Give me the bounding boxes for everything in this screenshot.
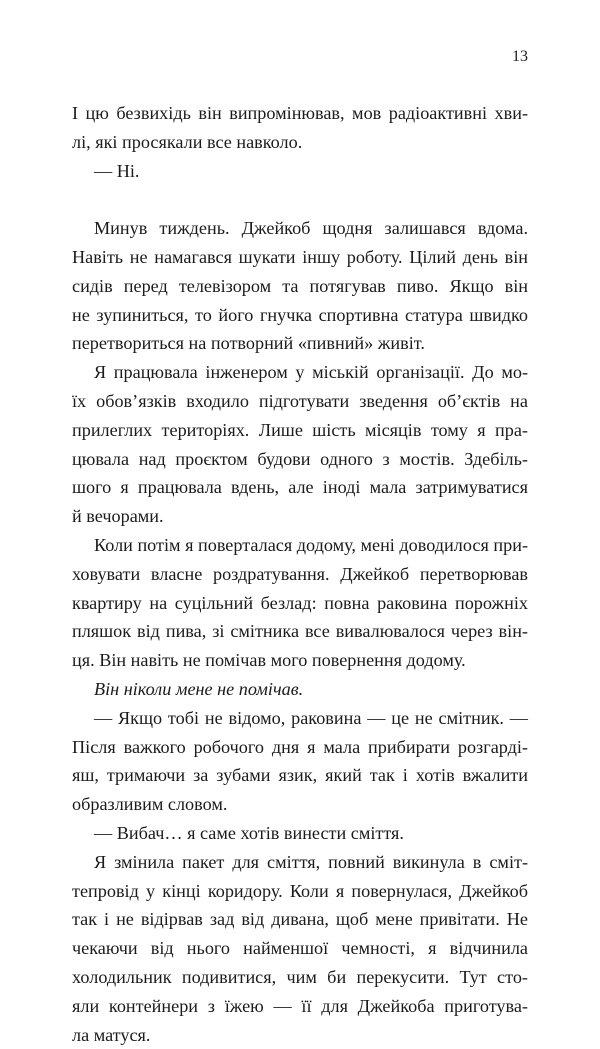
text-line: — Ні. xyxy=(72,157,528,186)
text-line: ла матуся. xyxy=(72,1021,528,1049)
text-line: ховувати власне роздратування. Джейкоб перетворював xyxy=(72,560,528,589)
text-line: сидів перед телевізором та потягував пиво. Якщо він xyxy=(72,272,528,301)
text-line: й вечорами. xyxy=(72,502,528,531)
text-line: прилеглих територіях. Лише шість місяців тому я пра- xyxy=(72,416,528,445)
text-line: чекаючи від нього найменшої чемності, я відчинила xyxy=(72,934,528,963)
text-line: ця. Він навіть не помічав мого повернення додому. xyxy=(72,646,528,675)
page-number: 13 xyxy=(512,47,528,67)
text-line: Коли потім я поверталася додому, мені доводилося при- xyxy=(72,531,528,560)
text-line: холодильник подивитися, чим би перекусити. Тут сто- xyxy=(72,963,528,992)
text-line: їх обов’язків входило підготувати зведення об’єктів на xyxy=(72,387,528,416)
text-line: цювала над проєктом будови одного з мостів. Здебіль- xyxy=(72,445,528,474)
text-line: не зупиниться, то його гнучка спортивна статура швидко xyxy=(72,301,528,330)
text-line: Я змінила пакет для сміття, повний викинула в сміт- xyxy=(72,848,528,877)
text-line: Я працювала інженером у міській організації. До мо- xyxy=(72,358,528,387)
section-break xyxy=(72,185,528,214)
text-line: — Вибач… я саме хотів винести сміття. xyxy=(72,819,528,848)
text-line: шого я працювала вдень, але іноді мала затримуватися xyxy=(72,473,528,502)
text-line: квартиру на суцільний безлад: повна раковина порожніх xyxy=(72,589,528,618)
text-line: — Якщо тобі не відомо, раковина — це не смітник. — xyxy=(72,704,528,733)
text-line-italic: Він ніколи мене не помічав. xyxy=(72,675,528,704)
text-line: лі, які просякали все навколо. xyxy=(72,128,528,157)
text-line: Навіть не намагався шукати іншу роботу. Цілий день він xyxy=(72,243,528,272)
text-line: пляшок від пива, зі смітника все вивалювалося через він- xyxy=(72,617,528,646)
text-line: Після важкого робочого дня я мала прибирати розгарді- xyxy=(72,733,528,762)
text-line: так і не відірвав зад від дивана, щоб мене привітати. Не xyxy=(72,905,528,934)
text-line: Минув тиждень. Джейкоб щодня залишався вдома. xyxy=(72,214,528,243)
text-line: образливим словом. xyxy=(72,790,528,819)
text-line: перетвориться на потворний «пивний» живіт. xyxy=(72,329,528,358)
text-line: яли контейнери з їжею — її для Джейкоба приготува- xyxy=(72,992,528,1021)
body-text xyxy=(72,99,528,1049)
text-line: яш, тримаючи за зубами язик, який так і хотів вжалити xyxy=(72,761,528,790)
text-line: І цю безвихідь він випромінював, мов радіоактивні хви- xyxy=(72,99,528,128)
text-line: тепровід у кінці коридору. Коли я повернулася, Джейкоб xyxy=(72,877,528,906)
